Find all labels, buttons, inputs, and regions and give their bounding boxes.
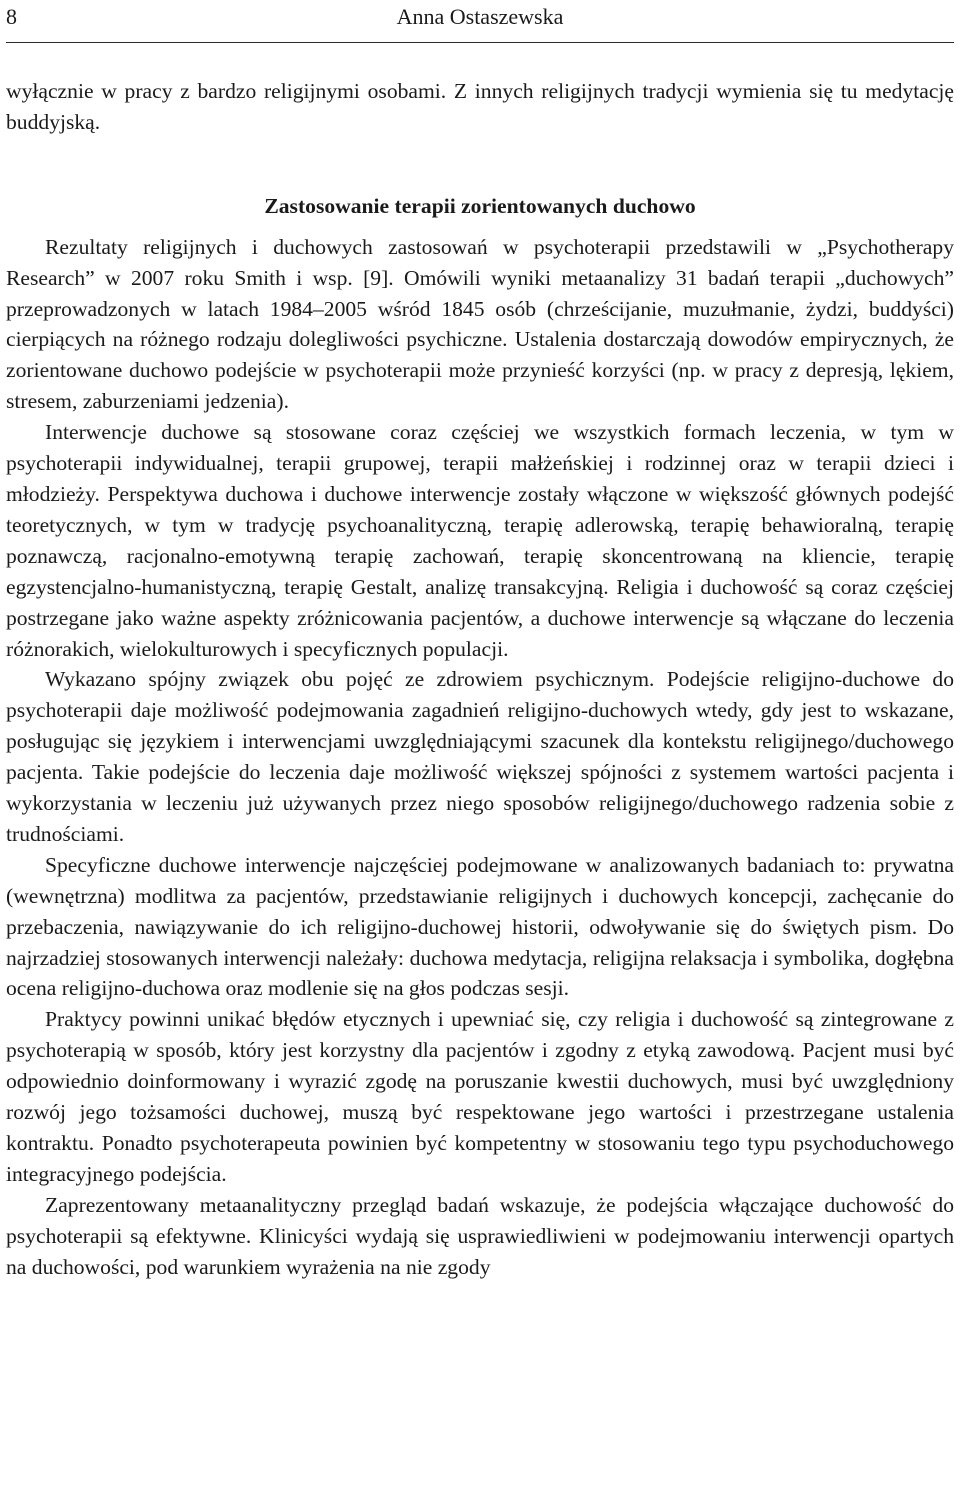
body-paragraph: Wykazano spójny związek obu pojęć ze zdrowiem psychicznym. Podejście religijno-duchowe do psychoterapii daje możliwość podejmowania zagadnień religijno-duchowych wtedy, gdy jest to wskazane, posługując się językiem i interwencjami uwzględniającymi szacunek dla kontekstu religijnego/duchowego pacjenta. Takie podejście do leczenia daje możliwość większej spójności z systemem wartości pacjenta i wykorzystania w leczeniu już używanych przez niego sposobów religijnego/duchowego radzenia sobie z trudnościami.: [6, 667, 954, 846]
body-paragraph: Specyficzne duchowe interwencje najczęściej podejmowane w analizowanych badaniach to: prywatna (wewnętrzna) modlitwa za pacjentów, przedstawianie religijnych i duchowych koncepcji, zachęcanie do przebaczenia, nawiązywanie do ich religijno-duchowej historii, odwoływanie się do świętych pism. Do najrzadziej stosowanych interwencji należały: duchowa medytacja, religijna relaksacja i symbolika, dogłębna ocena religijno-duchowa oraz modlenie się na głos podczas sesji.: [6, 852, 954, 1001]
running-header: [6, 0, 954, 43]
section-heading: Zastosowanie terapii zorientowanych duchowo: [264, 193, 696, 218]
body-text: [6, 76, 954, 1283]
body-paragraph: Rezultaty religijnych i duchowych zastosowań w psychoterapii przedstawili w „Psychotherapy Research” w 2007 roku Smith i wsp. [9]. Omówili wyniki metaanalizy 31 badań terapii „duchowych” przeprowadzonych w latach 1984–2005 wśród 1845 osób (chrześcijanie, muzułmanie, żydzi, buddyści) cierpiących na różnego rodzaju dolegliwości psychiczne. Ustalenia dostarczają dowodów empirycznych, że zorientowane duchowo podejście w psychoterapii może przynieść korzyści (np. w pracy z depresją, lękiem, stresem, zaburzeniami jedzenia).: [6, 234, 954, 414]
running-header-author: Anna Ostaszewska: [396, 4, 564, 29]
body-paragraph: Praktycy powinni unikać błędów etycznych i upewniać się, czy religia i duchowość są zintegrowane z psychoterapią w sposób, który jest korzystny dla pacjentów i zgodny z etyką zawodową. Pacjent musi być odpowiednio doinformowany i wyrazić zgodę na poruszanie kwestii duchowych, musi być uwzględniony rozwój jego tożsamości duchowej, muszą być respektowane jego wartości i przestrzegane ustalenia kontraktu. Ponadto psychoterapeuta powinien być kompetentny w stosowaniu tego typu psychoduchowego integracyjnego podejścia.: [6, 1007, 954, 1186]
page-number: 8: [6, 4, 17, 29]
body-paragraph: Zaprezentowany metaanalityczny przegląd badań wskazuje, że podejścia włączające duchowość do psychoterapii są efektywne. Klinicyści wydają się usprawiedliwieni w podejmowaniu interwencji opartych na duchowości, pod warunkiem wyrażenia na nie zgody: [6, 1192, 954, 1279]
body-paragraph: Interwencje duchowe są stosowane coraz częściej we wszystkich formach leczenia, w tym w psychoterapii indywidualnej, terapii grupowej, terapii małżeńskiej i rodzinnej oraz w terapii dzieci i młodzieży. Perspektywa duchowa i duchowe interwencje zostały włączone w większość głównych podejść teoretycznych, w tym w tradycję psychoanalityczną, terapię adlerowską, terapię behawioralną, terapię poznawczą, racjonalno-emotywną terapię zachowań, terapię skoncentrowaną na kliencie, terapię egzystencjalno-humanistyczną, terapię Gestalt, analizę transakcyjną. Religia i duchowość są coraz częściej postrzegane jako ważne aspekty zróżnicowania pacjentów, a duchowe interwencje są włączane do leczenia różnorakich, wielokulturowych i specyficznych populacji.: [6, 420, 954, 661]
continuation-paragraph: wyłącznie w pracy z bardzo religijnymi osobami. Z innych religijnych tradycji wymienia się tu medytację buddyjską.: [6, 79, 954, 134]
